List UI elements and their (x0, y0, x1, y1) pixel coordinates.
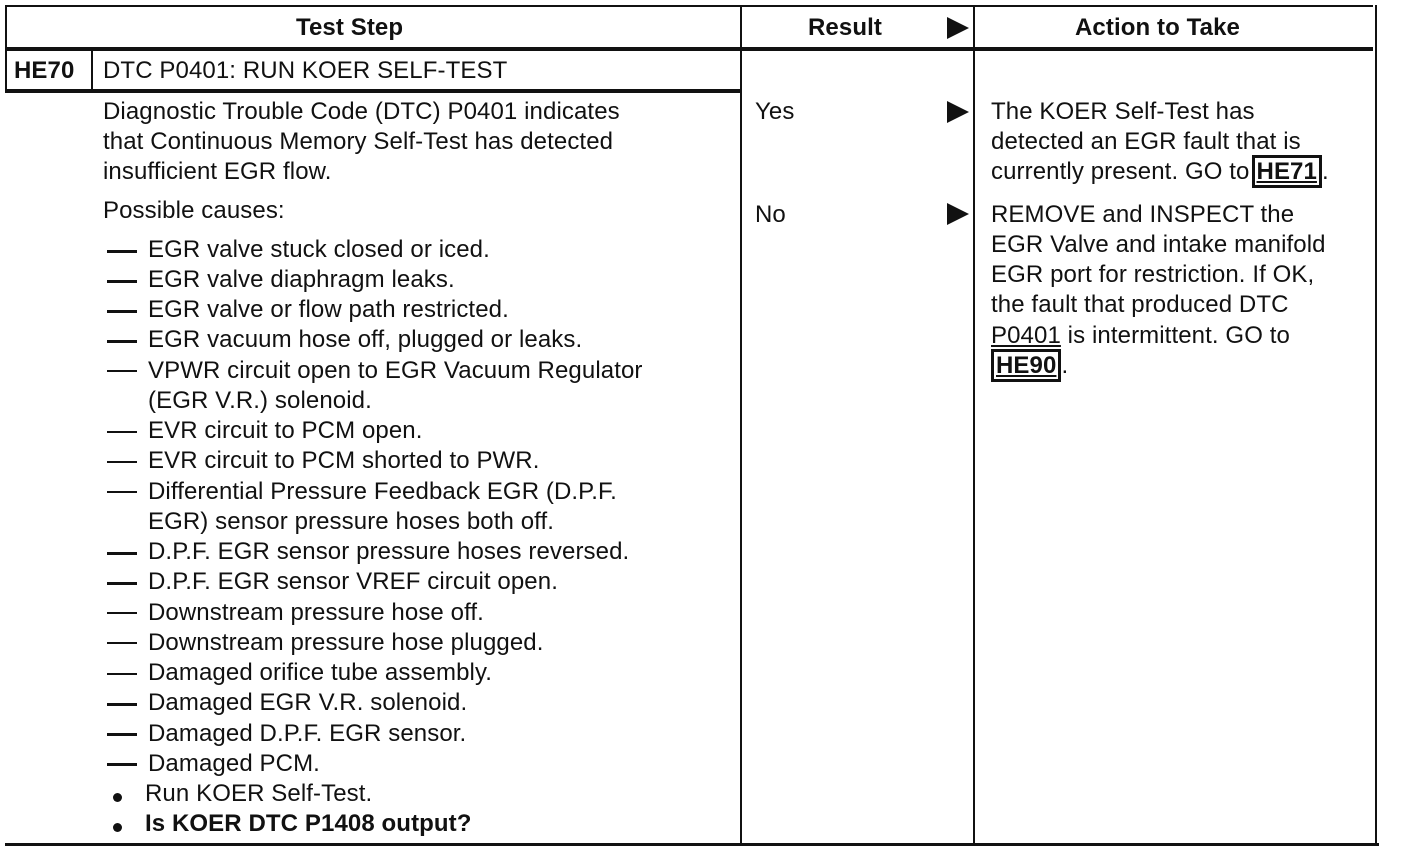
action-no-line: the fault that produced DTC (991, 291, 1289, 318)
bullet-icon (113, 823, 122, 832)
dash-icon (107, 703, 137, 706)
dash-icon (107, 370, 137, 372)
action-no-goto-line (989, 351, 1068, 381)
column-divider-result (740, 5, 742, 845)
cause-item: EGR valve or flow path restricted. (148, 296, 509, 323)
action-item: Run KOER Self-Test. (145, 780, 373, 807)
step-id-divider (91, 49, 93, 91)
dash-icon (107, 763, 137, 766)
action-yes-goto-line (991, 157, 1329, 187)
dash-icon (107, 310, 137, 313)
action-no-text: is intermittent. GO to (1060, 322, 1290, 349)
cause-item-continued: (EGR V.R.) solenoid. (148, 387, 372, 414)
dtc-reference: P0401 (991, 322, 1061, 349)
column-divider-action (973, 5, 975, 845)
dash-icon (107, 642, 137, 644)
dash-icon (107, 250, 137, 253)
cause-item: Damaged EGR V.R. solenoid. (148, 689, 468, 716)
header-action: Action to Take (1075, 14, 1240, 41)
action-no-line: REMOVE and INSPECT the (991, 201, 1295, 228)
description-line: that Continuous Memory Self-Test has detected (103, 128, 614, 155)
step-row-bottom-rule (5, 89, 741, 93)
dash-icon (107, 491, 137, 493)
cause-item: EGR vacuum hose off, plugged or leaks. (148, 326, 583, 353)
action-yes-line: detected an EGR fault that is (991, 128, 1301, 155)
dash-icon (107, 673, 137, 675)
header-test-step: Test Step (296, 14, 404, 41)
dash-icon (107, 461, 137, 463)
step-id: HE70 (14, 57, 75, 84)
action-no-line: EGR Valve and intake manifold (991, 231, 1326, 258)
bullet-icon (113, 793, 122, 802)
cause-item: VPWR circuit open to EGR Vacuum Regulator (148, 357, 643, 384)
cause-item-continued: EGR) sensor pressure hoses both off. (148, 508, 555, 535)
cause-item: EGR valve stuck closed or iced. (148, 236, 490, 263)
action-no-dtc-line (991, 321, 1290, 351)
action-question: Is KOER DTC P1408 output? (145, 810, 472, 837)
action-no-line: EGR port for restriction. If OK, (991, 261, 1315, 288)
header-result: Result (808, 14, 882, 41)
cause-item: D.P.F. EGR sensor VREF circuit open. (148, 568, 558, 595)
action-no-trail: . (1061, 352, 1069, 379)
cause-item: EVR circuit to PCM shorted to PWR. (148, 447, 540, 474)
result-no-arrow-icon (947, 203, 969, 225)
cause-item: D.P.F. EGR sensor pressure hoses reversed. (148, 538, 630, 565)
cause-item: Damaged orifice tube assembly. (148, 659, 493, 686)
dash-icon (107, 552, 137, 555)
dash-icon (107, 612, 137, 614)
result-yes-label: Yes (755, 98, 795, 125)
cause-item: Downstream pressure hose plugged. (148, 629, 544, 656)
dash-icon (107, 340, 137, 343)
cause-item: Damaged PCM. (148, 750, 320, 777)
action-yes-text: currently present. GO to (991, 158, 1250, 185)
dash-icon (107, 431, 137, 433)
cause-item: Differential Pressure Feedback EGR (D.P.F. (148, 478, 617, 505)
result-yes-arrow-icon (947, 101, 969, 123)
table-left-border (5, 5, 7, 93)
description-line: Diagnostic Trouble Code (DTC) P0401 indicates (103, 98, 620, 125)
cause-item: EVR circuit to PCM open. (148, 417, 423, 444)
table-top-rule (5, 5, 1373, 7)
cause-item: Damaged D.P.F. EGR sensor. (148, 720, 467, 747)
result-no-label: No (755, 201, 786, 228)
goto-he71-link[interactable]: HE71 (1252, 155, 1322, 188)
cause-item: Downstream pressure hose off. (148, 599, 484, 626)
goto-he90-link[interactable]: HE90 (991, 349, 1061, 382)
dash-icon (107, 280, 137, 283)
table-right-border (1375, 5, 1377, 845)
dash-icon (107, 582, 137, 585)
cause-item: EGR valve diaphragm leaks. (148, 266, 455, 293)
step-title: DTC P0401: RUN KOER SELF-TEST (103, 57, 508, 84)
description-line: insufficient EGR flow. (103, 158, 332, 185)
possible-causes-label: Possible causes: (103, 197, 285, 224)
action-yes-line: The KOER Self-Test has (991, 98, 1255, 125)
table-bottom-rule (5, 843, 1379, 846)
header-arrow-icon (947, 17, 969, 39)
action-yes-trail: . (1321, 158, 1329, 185)
dash-icon (107, 733, 137, 736)
header-bottom-rule (5, 47, 1373, 51)
